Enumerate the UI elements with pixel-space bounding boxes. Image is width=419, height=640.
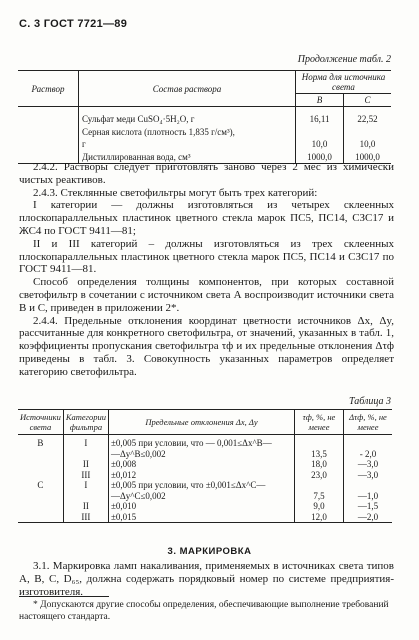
table-row: III ±0,015 12,0 —2,0: [18, 512, 392, 523]
table-row: Сульфат меди CuSO₄·5H₂O, г 16,11 22,52: [18, 113, 391, 126]
paragraph-2-4-3: 2.4.3. Стеклянные светофильтры могут быть трех категорий:: [33, 186, 318, 199]
t3-col-category: Категории фильтра: [63, 410, 108, 435]
page-header: С. 3 ГОСТ 7721—89: [19, 18, 128, 30]
table-3: [18, 409, 392, 523]
table-row: В I ±0,005 при условии, что — 0,001≤Δx^В—: [18, 438, 392, 449]
table-row: II ±0,010 9,0 —1,5: [18, 501, 392, 512]
table3-caption: Таблица 3: [349, 396, 391, 407]
paragraph-2-4-4: 2.4.4. Предельные отклонения координат цветности источников Δx, Δy, рассчитанные для конкретного светофильтра, от значений, указанных в табл. 1, коэффициенты пропускания светофильтра τф и их предельные отклонения Δτф приведены в табл. 3. Совокупность указанных параметров определяет категорию светофильтра.: [19, 314, 394, 378]
table-row: —Δy^С≤0,002 7,5 —1,0: [18, 491, 392, 502]
table-row: Серная кислота (плотность 1,835 г/см³),: [18, 126, 391, 139]
table-row: С I ±0,005 при условии, что ±0,001≤Δx^С—: [18, 480, 392, 491]
body-text: [19, 161, 394, 379]
t3-col-tau: τф, %, не менее: [295, 410, 344, 435]
paragraph-2-4-3-b: II и III категорий – должны изготовляться из трех склеенных плоскопараллельных пластинок цветного стекла марок ПС5, ПС14 и СЗС17 по ГОСТ 9411—81.: [19, 237, 394, 276]
t2-col-c: С: [344, 94, 391, 107]
t3-col-deviation: Предельные отклонения Δx, Δy: [108, 410, 294, 435]
section-3-body: [19, 560, 394, 598]
t2-col-norm: Норма для источника света: [296, 71, 392, 94]
table2-caption: Продолжение табл. 2: [297, 54, 391, 65]
t2-col-composition: Состав раствора: [79, 71, 296, 107]
paragraph-2-4-3-a: I категории — должны изготовляться из четырех склеенных плоскопараллельных пластинок цветного стекла марок ПС5, ПС14, СЗС17 и ЖС4 по ГОСТ 9411—81;: [19, 199, 394, 237]
paragraph-2-4-3-c: Способ определения толщины компонентов, при которых составной светофильтр в сочетании с источником света А воспроизводит источники света В и С, приведен в приложении 2*.: [19, 276, 394, 314]
table-2: [18, 70, 391, 164]
t3-col-source: Источники света: [18, 410, 63, 435]
table-row: г 10,0 10,0: [18, 138, 391, 151]
section-3-title: 3. МАРКИРОВКА: [167, 546, 252, 557]
table-row: Дистиллированная вода, см³ 1000,0 1000,0: [18, 151, 391, 164]
t2-col-solution: Раствор: [18, 71, 79, 107]
t3-col-dtau: Δτф, %, не менее: [344, 410, 393, 435]
table-row: II ±0,008 18,0 —3,0: [18, 459, 392, 470]
paragraph-3-1: 3.1. Маркировка ламп накаливания, применяемых в источниках света типов А, В, С, D₆₅, должна содержать порядковый номер по системе предприятия-изготовителя.: [19, 560, 394, 598]
table-row: III ±0,012 23,0 —3,0: [18, 470, 392, 481]
footnote-divider: [19, 596, 109, 597]
table-row: —Δy^В≤0,002 13,5 - 2,0: [18, 449, 392, 460]
t2-col-b: В: [296, 94, 344, 107]
paragraph-2-4-2: 2.4.2. Растворы следует приготовлять заново через 2 мес из химически чистых реактивов.: [19, 161, 394, 186]
footnote: * Допускаются другие способы определения, обеспечивающие выполнение требований настоящего стандарта.: [19, 600, 389, 622]
